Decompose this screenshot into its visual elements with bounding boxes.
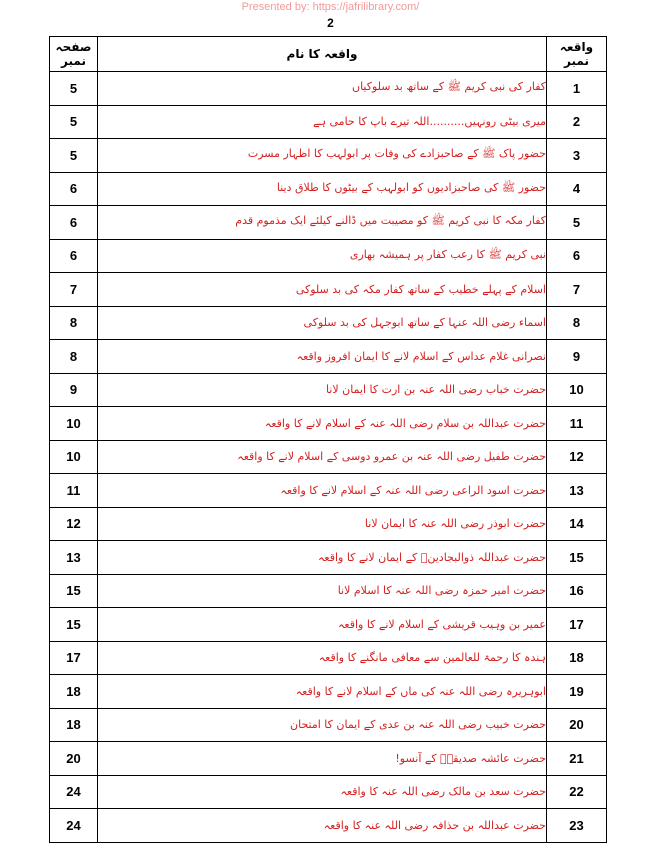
table-row xyxy=(50,273,607,307)
event-number-cell: 9 xyxy=(547,340,607,374)
table-row xyxy=(50,340,607,374)
event-title-cell: اسماء رضی اللہ عنہا کے ساتھ ابوجہل کی بد سلوکی xyxy=(98,306,547,340)
event-number-cell: 18 xyxy=(547,641,607,675)
event-title-cell: حضرت عبداللہ ذوالبجادینؓ کے ایمان لانے کا واقعہ xyxy=(98,541,547,575)
page-number-cell: 5 xyxy=(50,105,98,139)
page-number-cell: 6 xyxy=(50,239,98,273)
event-title-cell: حضرت سعد بن مالک رضی اللہ عنہ کا واقعہ xyxy=(98,775,547,809)
event-number-cell: 17 xyxy=(547,608,607,642)
page-number-cell: 18 xyxy=(50,675,98,709)
table-row xyxy=(50,742,607,776)
event-title-cell: میری بیٹی رونہیں..........اللہ تیرے باپ کا حامی ہے xyxy=(98,105,547,139)
event-number-cell: 10 xyxy=(547,373,607,407)
header-title: واقعہ کا نام xyxy=(98,37,547,72)
table-row xyxy=(50,407,607,441)
table-row xyxy=(50,239,607,273)
table-row xyxy=(50,206,607,240)
page-number-cell: 5 xyxy=(50,139,98,173)
table-row xyxy=(50,440,607,474)
table-row xyxy=(50,608,607,642)
page-number-cell: 15 xyxy=(50,608,98,642)
table-row xyxy=(50,306,607,340)
page-number-cell: 8 xyxy=(50,306,98,340)
header-event-number: واقعہ نمبر xyxy=(547,37,607,72)
page-number: 2 xyxy=(327,16,334,30)
table-header-row xyxy=(50,37,607,72)
page-number-cell: 10 xyxy=(50,407,98,441)
event-number-cell: 4 xyxy=(547,172,607,206)
page-number-cell: 20 xyxy=(50,742,98,776)
event-title-cell: حضور پاک ﷺ کے صاحبزادے کی وفات پر ابولہب کا اظہار مسرت xyxy=(98,139,547,173)
table-row xyxy=(50,574,607,608)
event-number-cell: 12 xyxy=(547,440,607,474)
event-number-cell: 16 xyxy=(547,574,607,608)
event-title-cell: نبی کریم ﷺ کا رعب کفار پر ہمیشہ بھاری xyxy=(98,239,547,273)
event-number-cell: 14 xyxy=(547,507,607,541)
table-row xyxy=(50,541,607,575)
event-number-cell: 7 xyxy=(547,273,607,307)
event-number-cell: 23 xyxy=(547,809,607,843)
table-row xyxy=(50,139,607,173)
event-number-cell: 13 xyxy=(547,474,607,508)
page-number-cell: 17 xyxy=(50,641,98,675)
event-title-cell: ہندہ کا رحمۃ للعالمین سے معافی مانگنے کا واقعہ xyxy=(98,641,547,675)
page-number-cell: 8 xyxy=(50,340,98,374)
event-title-cell: حضرت طفیل رضی اللہ عنہ بن عمرو دوسی کے اسلام لانے کا واقعہ xyxy=(98,440,547,474)
table-row xyxy=(50,105,607,139)
event-number-cell: 20 xyxy=(547,708,607,742)
watermark: Presented by: https://jafrilibrary.com/ xyxy=(241,1,420,13)
event-title-cell: اسلام کے پہلے خطیب کے ساتھ کفار مکہ کی بد سلوکی xyxy=(98,273,547,307)
page-number-cell: 12 xyxy=(50,507,98,541)
event-title-cell: حضرت عبداللہ بن حذافہ رضی اللہ عنہ کا واقعہ xyxy=(98,809,547,843)
event-number-cell: 15 xyxy=(547,541,607,575)
table-row xyxy=(50,775,607,809)
event-title-cell: حضرت اسود الراعی رضی اللہ عنہ کے اسلام لانے کا واقعہ xyxy=(98,474,547,508)
page-number-cell: 10 xyxy=(50,440,98,474)
page-number-cell: 13 xyxy=(50,541,98,575)
event-title-cell: حضرت خباب رضی اللہ عنہ بن ارت کا ایمان لانا xyxy=(98,373,547,407)
page-number-cell: 7 xyxy=(50,273,98,307)
event-number-cell: 3 xyxy=(547,139,607,173)
table-row xyxy=(50,373,607,407)
event-title-cell: کفار کی نبی کریم ﷺ کے ساتھ بد سلوکیاں xyxy=(98,72,547,106)
page-number-cell: 9 xyxy=(50,373,98,407)
table-of-contents xyxy=(49,36,607,843)
page-number-cell: 6 xyxy=(50,172,98,206)
event-number-cell: 11 xyxy=(547,407,607,441)
event-title-cell: حضور ﷺ کی صاحبزادیوں کو ابولہب کے بیٹوں کا طلاق دینا xyxy=(98,172,547,206)
page-number-cell: 11 xyxy=(50,474,98,508)
page-number-cell: 18 xyxy=(50,708,98,742)
page-number-cell: 24 xyxy=(50,775,98,809)
event-number-cell: 1 xyxy=(547,72,607,106)
event-number-cell: 6 xyxy=(547,239,607,273)
table-row xyxy=(50,474,607,508)
table-row xyxy=(50,641,607,675)
event-title-cell: عمیر بن وہیب قریشی کے اسلام لانے کا واقعہ xyxy=(98,608,547,642)
event-title-cell: حضرت ابوذر رضی اللہ عنہ کا ایمان لانا xyxy=(98,507,547,541)
event-number-cell: 2 xyxy=(547,105,607,139)
event-title-cell: حضرت خبیب رضی اللہ عنہ بن عدی کے ایمان کا امتحان xyxy=(98,708,547,742)
event-number-cell: 19 xyxy=(547,675,607,709)
event-title-cell: حضرت عبداللہ بن سلام رضی اللہ عنہ کے اسلام لانے کا واقعہ xyxy=(98,407,547,441)
page-number-cell: 15 xyxy=(50,574,98,608)
event-title-cell: حضرت امیر حمزہ رضی اللہ عنہ کا اسلام لانا xyxy=(98,574,547,608)
table-row xyxy=(50,675,607,709)
header-page-number: صفحہ نمبر xyxy=(50,37,98,72)
table-row xyxy=(50,507,607,541)
table-row xyxy=(50,708,607,742)
event-number-cell: 21 xyxy=(547,742,607,776)
event-number-cell: 22 xyxy=(547,775,607,809)
event-title-cell: نصرانی غلام عداس کے اسلام لانے کا ایمان افروز واقعہ xyxy=(98,340,547,374)
event-title-cell: حضرت عائشہ صدیقہؓ کے آنسو! xyxy=(98,742,547,776)
event-title-cell: کفار مکہ کا نبی کریم ﷺ کو مصیبت میں ڈالنے کیلئے ایک مذموم قدم xyxy=(98,206,547,240)
table-row xyxy=(50,809,607,843)
page-number-cell: 5 xyxy=(50,72,98,106)
event-title-cell: ابوہریرہ رضی اللہ عنہ کی ماں کے اسلام لانے کا واقعہ xyxy=(98,675,547,709)
page-number-cell: 24 xyxy=(50,809,98,843)
event-number-cell: 5 xyxy=(547,206,607,240)
page-number-cell: 6 xyxy=(50,206,98,240)
table-row xyxy=(50,72,607,106)
event-number-cell: 8 xyxy=(547,306,607,340)
table-row xyxy=(50,172,607,206)
